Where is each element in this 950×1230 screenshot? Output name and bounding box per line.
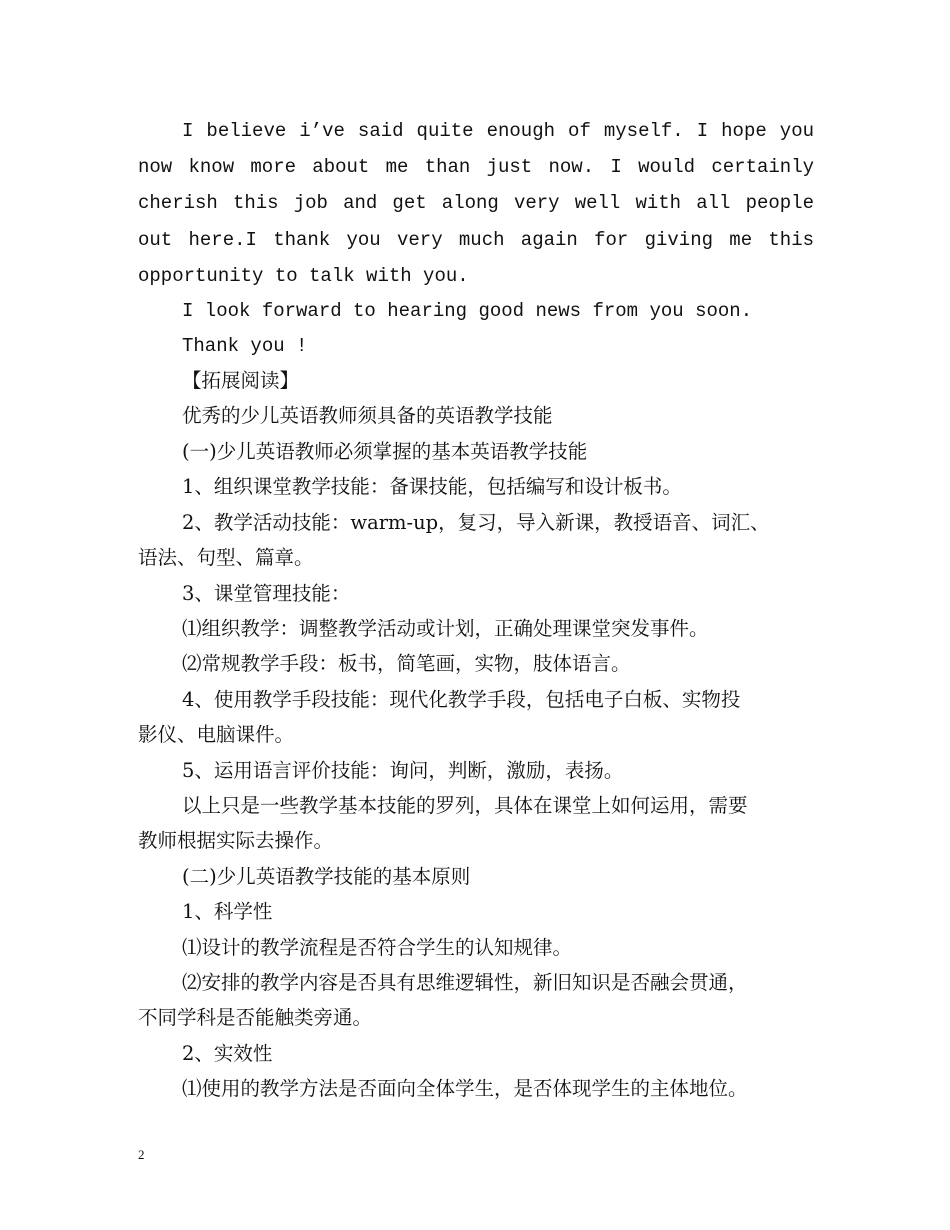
list-item-5: 5、运用语言评价技能：询问，判断，激励，表扬。: [182, 759, 624, 782]
section-heading: 【拓展阅读】: [182, 369, 300, 392]
part2-item-1-sub2-line1: ⑵安排的教学内容是否具有思维逻辑性，新旧知识是否融会贯通，: [182, 971, 748, 994]
english-paragraph-thanks: Thank you !: [182, 335, 308, 357]
page-number: 2: [138, 1147, 145, 1162]
summary-line1: 以上只是一些教学基本技能的罗列，具体在课堂上如何运用，需要: [182, 794, 748, 817]
part2-heading: (二)少儿英语教学技能的基本原则: [182, 865, 471, 888]
english-paragraph-lookforward: I look forward to hearing good news from you soon.: [182, 300, 753, 322]
list-item-3-sub2: ⑵常规教学手段：板书，简笔画，实物，肢体语言。: [182, 652, 631, 675]
part1-heading: (一)少儿英语教师必须掌握的基本英语教学技能: [182, 440, 588, 463]
list-item-2-line1: 2、教学活动技能：warm-up，复习，导入新课，教授语音、词汇、: [182, 511, 770, 534]
list-item-3: 3、课堂管理技能：: [182, 582, 351, 605]
english-body: [138, 113, 814, 294]
part2-item-2-sub1: ⑴使用的教学方法是否面向全体学生，是否体现学生的主体地位。: [182, 1077, 748, 1100]
list-item-4-line2: 影仪、电脑课件。: [138, 723, 295, 746]
article-title: 优秀的少儿英语教师须具备的英语教学技能: [182, 404, 553, 427]
part2-item-2: 2、实效性: [182, 1042, 273, 1065]
part2-item-1-sub2-line2: 不同学科是否能触类旁通。: [138, 1006, 373, 1029]
part2-item-1: 1、科学性: [182, 900, 273, 923]
summary-line2: 教师根据实际去操作。: [138, 829, 334, 852]
list-item-2-line2: 语法、句型、篇章。: [138, 546, 314, 569]
part2-item-1-sub1: ⑴设计的教学流程是否符合学生的认知规律。: [182, 936, 573, 959]
list-item-1: 1、组织课堂教学技能：备课技能，包括编写和设计板书。: [182, 475, 682, 498]
english-paragraph-closing: I believe i’ve said quite enough of myself. I hope you now know more about me than just now. I would certainly cherish this job and get along very well with all people out here.I thank you very much again for giving me this opportunity to talk with you.: [138, 120, 814, 287]
list-item-3-sub1: ⑴组织教学：调整教学活动或计划，正确处理课堂突发事件。: [182, 617, 709, 640]
list-item-4-line1: 4、使用教学手段技能：现代化教学手段，包括电子白板、实物投: [182, 688, 741, 711]
